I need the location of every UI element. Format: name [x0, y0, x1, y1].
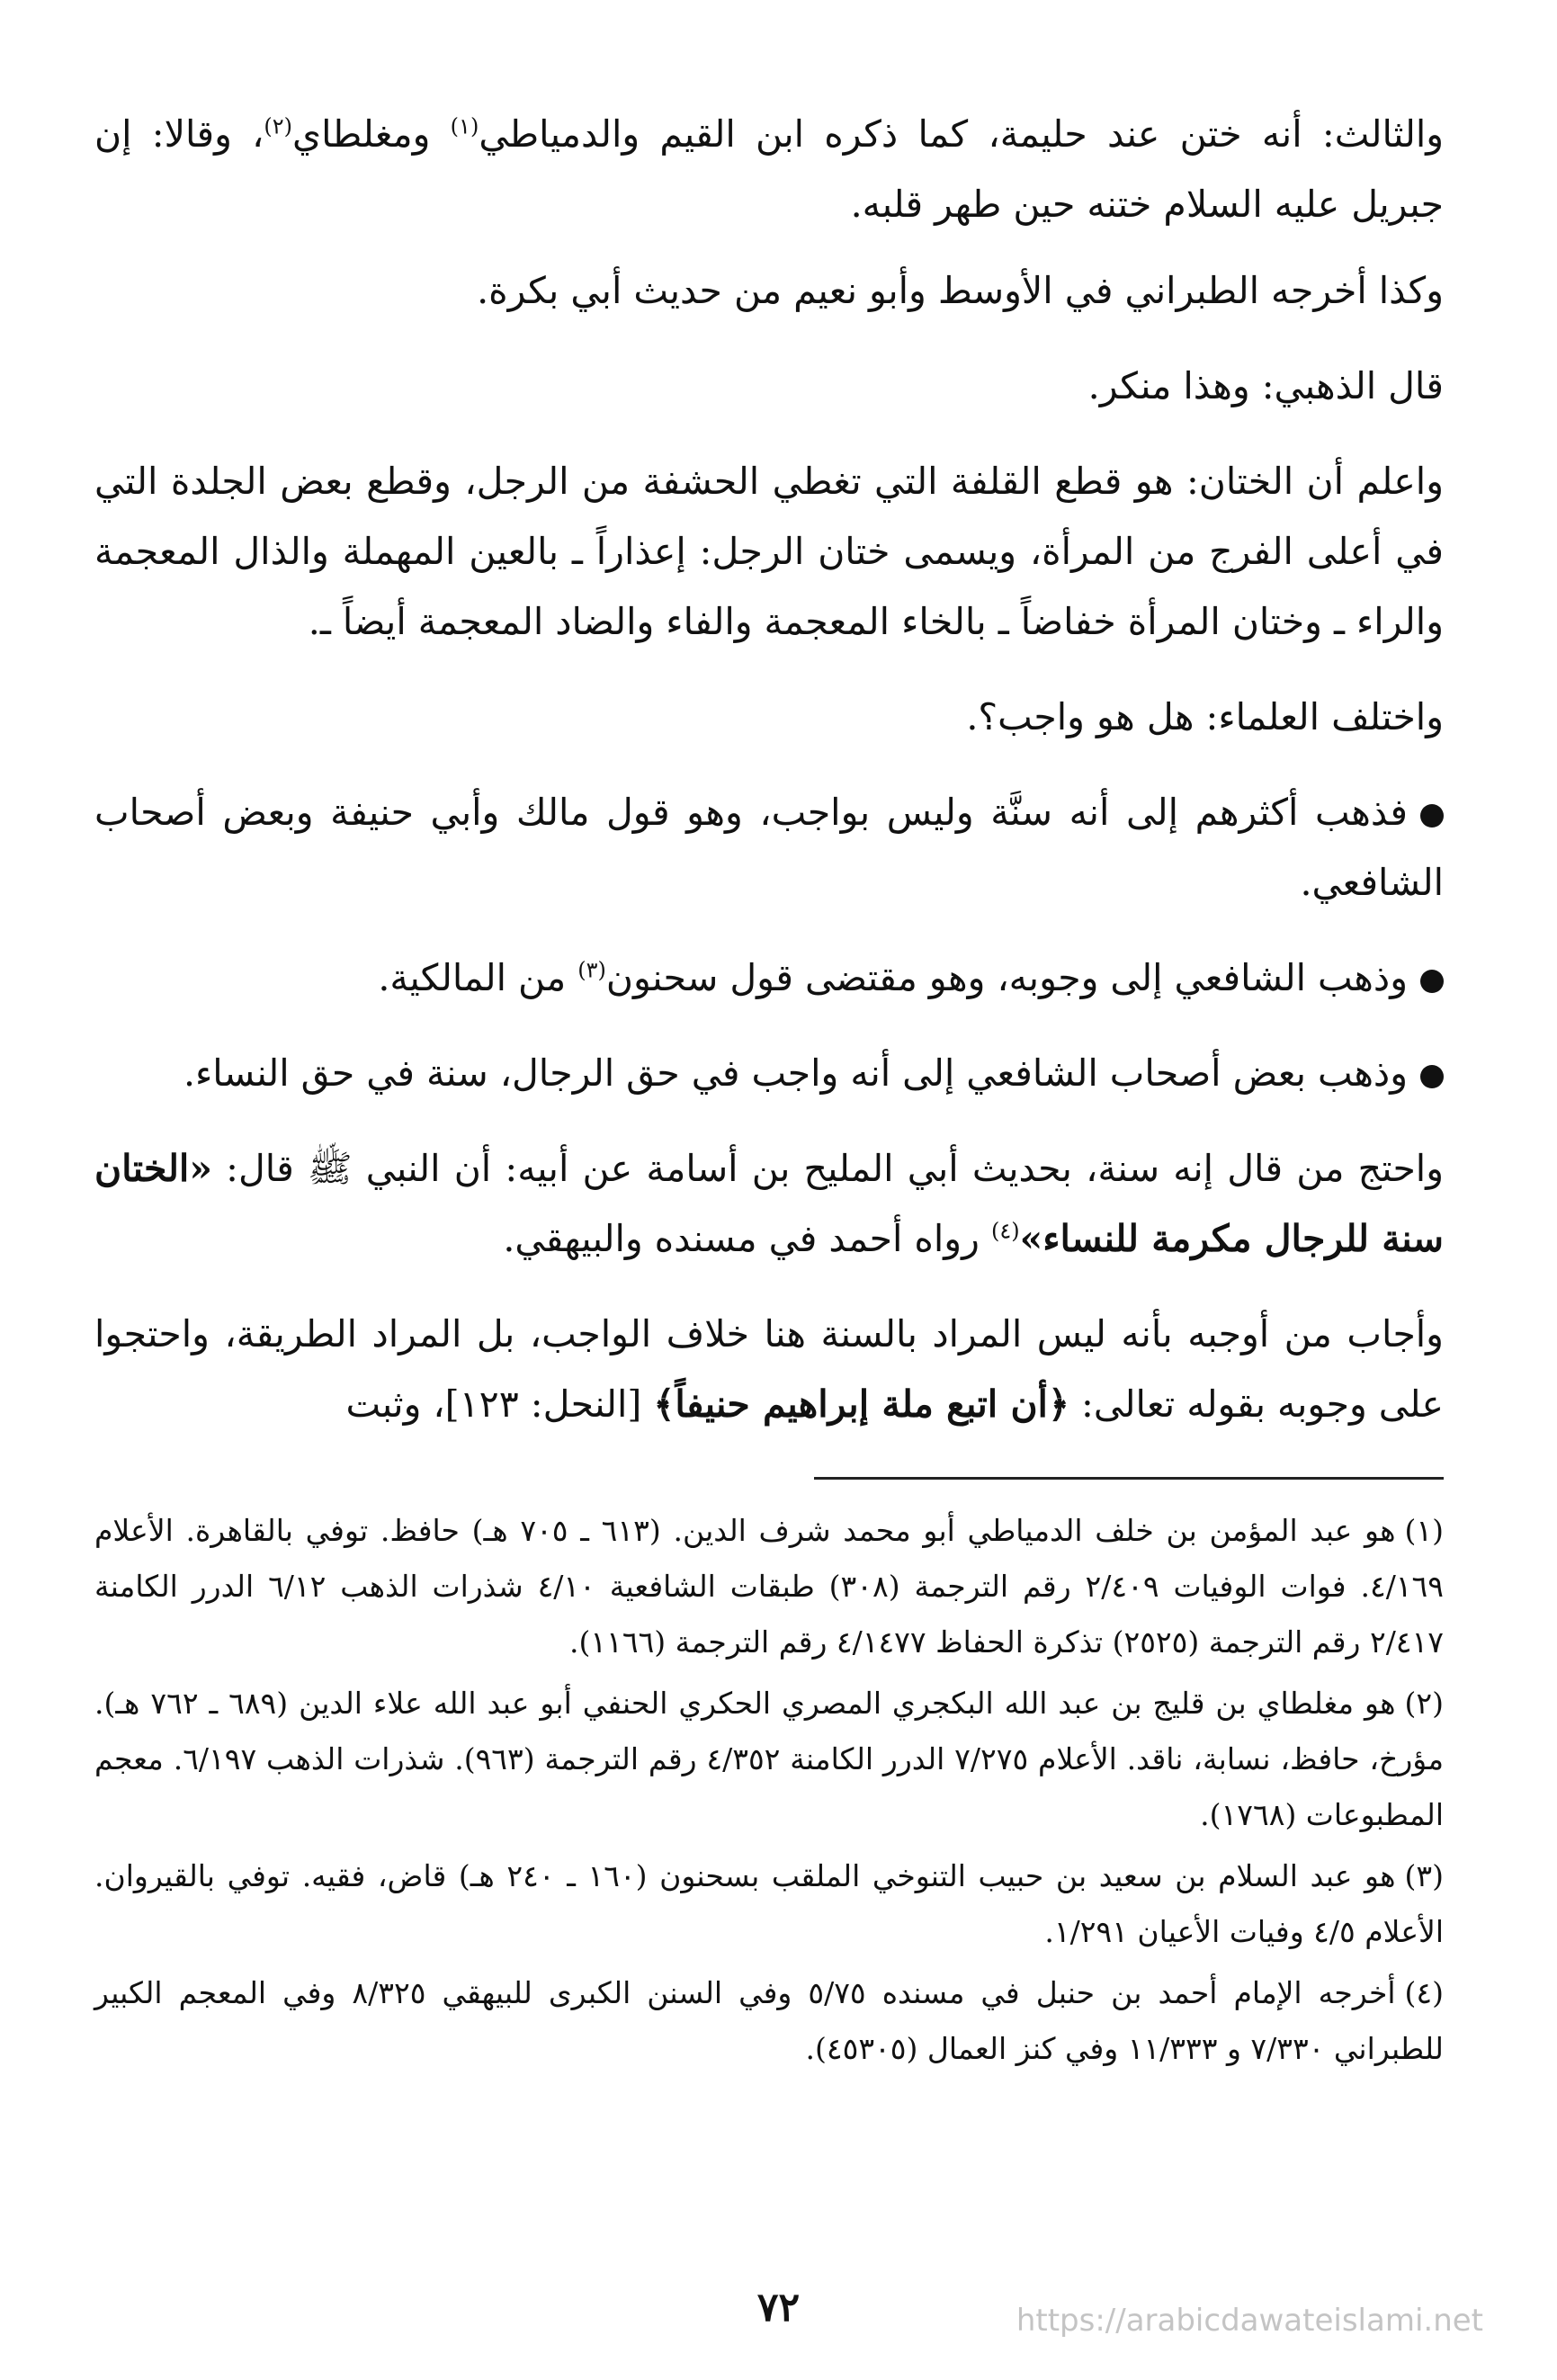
footnote-text: هو مغلطاي بن قليج بن عبد الله البكجري المصري الحكري الحنفي أبو عبد الله علاء الدين (٦٨٩ ـ ٧٦٢ هـ). مؤرخ، حافظ، نسابة، ناقد. الأعلام ٧/٢٧٥ الدرر الكامنة ٤/٣٥٢ رقم الترجمة (٩٦٣). شذرات الذهب ٦/١٩٧. معجم المطبوعات (١٧٦٨).	[94, 1686, 1444, 1832]
footnote-ref-4[interactable]: (٤)	[990, 1218, 1020, 1244]
footnote-number: (٢)	[1404, 1686, 1444, 1721]
bullet-item-some-shafii	[94, 1038, 1444, 1108]
footnote-number: (٤)	[1404, 1975, 1444, 2010]
bullet-text: فذهب أكثرهم إلى أنه سنَّة وليس بواجب، وهو قول مالك وأبي حنيفة وبعض أصحاب الشافعي.	[94, 791, 1444, 904]
footnote-ref-2[interactable]: (٢)	[264, 113, 293, 139]
footnote-ref-3[interactable]: (٣)	[577, 957, 606, 983]
bullet-item-shafii	[94, 943, 1444, 1013]
paragraph-disagreement: واختلف العلماء: هل هو واجب؟.	[966, 695, 1444, 738]
text-segment: وأجاب من أوجبه بأنه ليس المراد بالسنة هنا خلاف الواجب، بل المراد الطريقة، واحتجوا على وجوبه بقوله تعالى:	[94, 1312, 1444, 1426]
bullet-text: من المالكية.	[378, 956, 578, 999]
footnotes	[94, 1503, 1444, 2077]
footnote-3	[94, 1848, 1444, 1960]
paragraph-third-opinion	[94, 99, 1444, 239]
footnote-number: (١)	[1404, 1513, 1444, 1548]
hadith-quote: «الختان سنة للرجال مكرمة للنساء»	[94, 1147, 1444, 1260]
text-segment: واحتج من قال إنه سنة، بحديث أبي المليح بن أسامة عن أبيه: أن النبي ﷺ قال:	[211, 1147, 1444, 1190]
bullet-icon	[1420, 804, 1444, 828]
text-segment: ، وقالا: إن جبريل عليه السلام ختنه حين طهر قلبه.	[94, 112, 1444, 226]
footnote-1	[94, 1503, 1444, 1670]
bullet-icon	[1420, 1065, 1444, 1088]
footnote-number: (٣)	[1404, 1858, 1444, 1893]
footnote-text: هو عبد المؤمن بن خلف الدمياطي أبو محمد شرف الدين. (٦١٣ ـ ٧٠٥ هـ) حافظ. توفي بالقاهرة. الأعلام ٤/١٦٩. فوات الوفيات ٢/٤٠٩ رقم الترجمة (٣٠٨) طبقات الشافعية ٤/١٠ شذرات الذهب ٦/١٢ الدرر الكامنة ٢/٤١٧ رقم الترجمة (٢٥٢٥) تذكرة الحفاظ ٤/١٤٧٧ رقم الترجمة (١١٦٦).	[94, 1513, 1444, 1660]
text-segment: رواه أحمد في مسنده والبيهقي.	[503, 1217, 991, 1260]
text-segment: ومغلطاي	[292, 112, 451, 156]
paragraph-definition: واعلم أن الختان: هو قطع القلفة التي تغطي الحشفة من الرجل، وقطع بعض الجلدة التي في أعلى الفرج من المرأة، ويسمى ختان الرجل: إعذاراً ـ بالعين المهملة والذال المعجمة والراء ـ وختان المرأة خفاضاً ـ بالخاء المعجمة والفاء والضاد المعجمة أيضاً ـ.	[94, 460, 1444, 643]
quran-quote: ﴿أن اتبع ملة إبراهيم حنيفاً﴾	[653, 1382, 1069, 1426]
footnote-text: هو عبد السلام بن سعيد بن حبيب التنوخي الملقب بسحنون (١٦٠ ـ ٢٤٠ هـ) قاض، فقيه. توفي بالقيروان. الأعلام ٤/٥ وفيات الأعيان ١/٢٩١.	[94, 1858, 1444, 1949]
text-segment: والثالث: أنه ختن عند حليمة، كما ذكره ابن القيم والدمياطي	[479, 112, 1445, 156]
paragraph-tabarani: وكذا أخرجه الطبراني في الأوسط وأبو نعيم من حديث أبي بكرة.	[477, 269, 1444, 312]
footnote-text: أخرجه الإمام أحمد بن حنبل في مسنده ٥/٧٥ وفي السنن الكبرى للبيهقي ٨/٣٢٥ وفي المعجم الكبير للطبراني ٧/٣٣٠ و ١١/٣٣٣ وفي كنز العمال (٤٥٣٠٥).	[94, 1975, 1444, 2066]
bullet-item-majority	[94, 777, 1444, 917]
footnote-ref-1[interactable]: (١)	[450, 113, 479, 139]
bullet-text: وذهب الشافعي إلى وجوبه، وهو مقتضى قول سحنون	[605, 956, 1408, 999]
paragraph-sunnah-argument	[94, 1133, 1444, 1274]
paragraph-dhahabi: قال الذهبي: وهذا منكر.	[1087, 364, 1444, 407]
bullet-icon	[1420, 970, 1444, 993]
page-number: ٧٢	[756, 2285, 801, 2331]
text-segment: [النحل: ١٢٣]، وثبت	[345, 1382, 654, 1426]
watermark-url: https://arabicdawateislami.net	[1016, 2303, 1483, 2339]
footnote-4	[94, 1965, 1444, 2077]
main-text	[94, 99, 1444, 1439]
footnote-divider	[814, 1477, 1444, 1480]
book-page	[94, 99, 1444, 2330]
paragraph-obligation-argument	[94, 1299, 1444, 1439]
bullet-text: وذهب بعض أصحاب الشافعي إلى أنه واجب في حق الرجال، سنة في حق النساء.	[183, 1051, 1408, 1095]
footnote-2	[94, 1676, 1444, 1843]
